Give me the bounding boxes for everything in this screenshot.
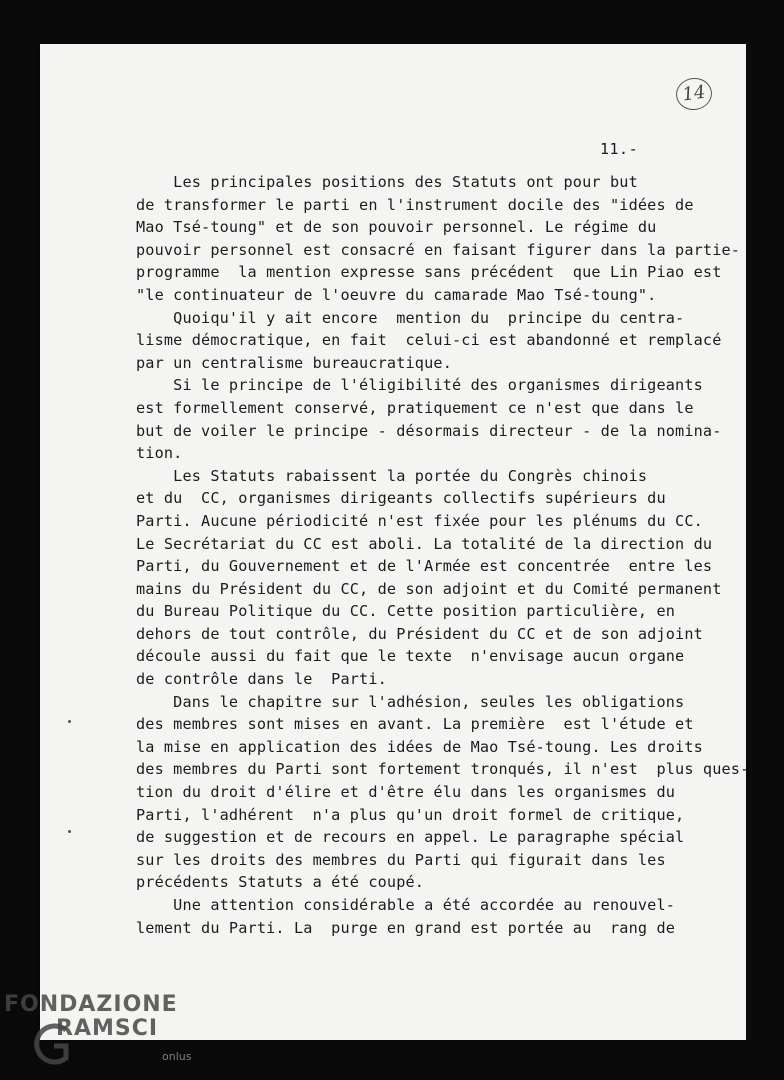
text-line: tion. [136,444,183,463]
text-line: mains du Président du CC, de son adjoint et du Comité permanent [136,579,722,598]
text-line: de contrôle dans le Parti. [136,670,387,689]
text-line: des membres sont mises en avant. La première est l'étude et [136,715,694,734]
text-line: et du CC, organismes dirigeants collectifs supérieurs du [136,489,666,508]
text-line: Le Secrétariat du CC est aboli. La totalité de la direction du [136,534,713,553]
margin-dot [68,830,71,833]
foundation-watermark [4,992,204,1072]
text-line: lisme démocratique, en fait celui-ci est abandonné et remplacé [136,331,722,350]
watermark-line2: RAMSCI [56,1016,159,1041]
text-line: de transformer le parti en l'instrument docile des "idées de [136,195,694,214]
margin-dot [68,720,71,723]
text-line: dehors de tout contrôle, du Président du CC et de son adjoint [136,624,703,643]
text-line: sur les droits des membres du Parti qui figurait dans les [136,850,666,869]
text-line: but de voiler le principe - désormais directeur - de la nomina- [136,421,722,440]
text-line: Une attention considérable a été accordée au renouvel- [136,896,676,914]
text-line: pouvoir personnel est consacré en faisant figurer dans la partie- [136,240,741,259]
text-line: tion du droit d'élire et d'être élu dans les organismes du [136,783,676,802]
text-line: Quoiqu'il y ait encore mention du principe du centra- [136,308,685,327]
text-line: des membres du Parti sont fortement tronqués, il n'est plus ques- [136,760,750,779]
text-line: de suggestion et de recours en appel. Le paragraphe spécial [136,828,685,847]
text-line: Parti, l'adhérent n'a plus qu'un droit formel de critique, [136,805,685,824]
text-line: Dans le chapitre sur l'adhésion, seules les obligations [136,692,685,711]
folio-number-stamp: 14 [674,76,714,113]
text-line: Les principales positions des Statuts ont pour but [136,173,638,191]
text-line: Parti. Aucune périodicité n'est fixée pour les plénums du CC. [136,511,703,530]
text-line: la mise en application des idées de Mao Tsé-toung. Les droits [136,737,703,756]
text-line: Parti, du Gouvernement et de l'Armée est concentrée entre les [136,557,713,576]
watermark-suffix: onlus [162,1050,192,1063]
document-body [136,171,750,939]
text-line: Si le principe de l'éligibilité des organismes dirigeants [136,376,703,395]
watermark-line1: FONDAZIONE [4,992,178,1017]
text-line: Les Statuts rabaissent la portée du Congrès chinois [136,466,648,485]
text-line: "le continuateur de l'oeuvre du camarade Mao Tsé-toung". [136,285,657,304]
text-line: est formellement conservé, pratiquement ce n'est que dans le [136,398,694,417]
text-line: découle aussi du fait que le texte n'envisage aucun organe [136,647,685,666]
text-line: lement du Parti. La purge en grand est portée au rang de [136,918,676,937]
text-line: précédents Statuts a été coupé. [136,873,425,892]
page-number: 11.- [600,140,639,158]
text-line: Mao Tsé-toung" et de son pouvoir personnel. Le régime du [136,218,657,237]
text-line: programme la mention expresse sans précédent que Lin Piao est [136,263,722,282]
text-line: du Bureau Politique du CC. Cette position particulière, en [136,602,676,621]
text-line: par un centralisme bureaucratique. [136,353,452,372]
document-page [40,44,750,1040]
